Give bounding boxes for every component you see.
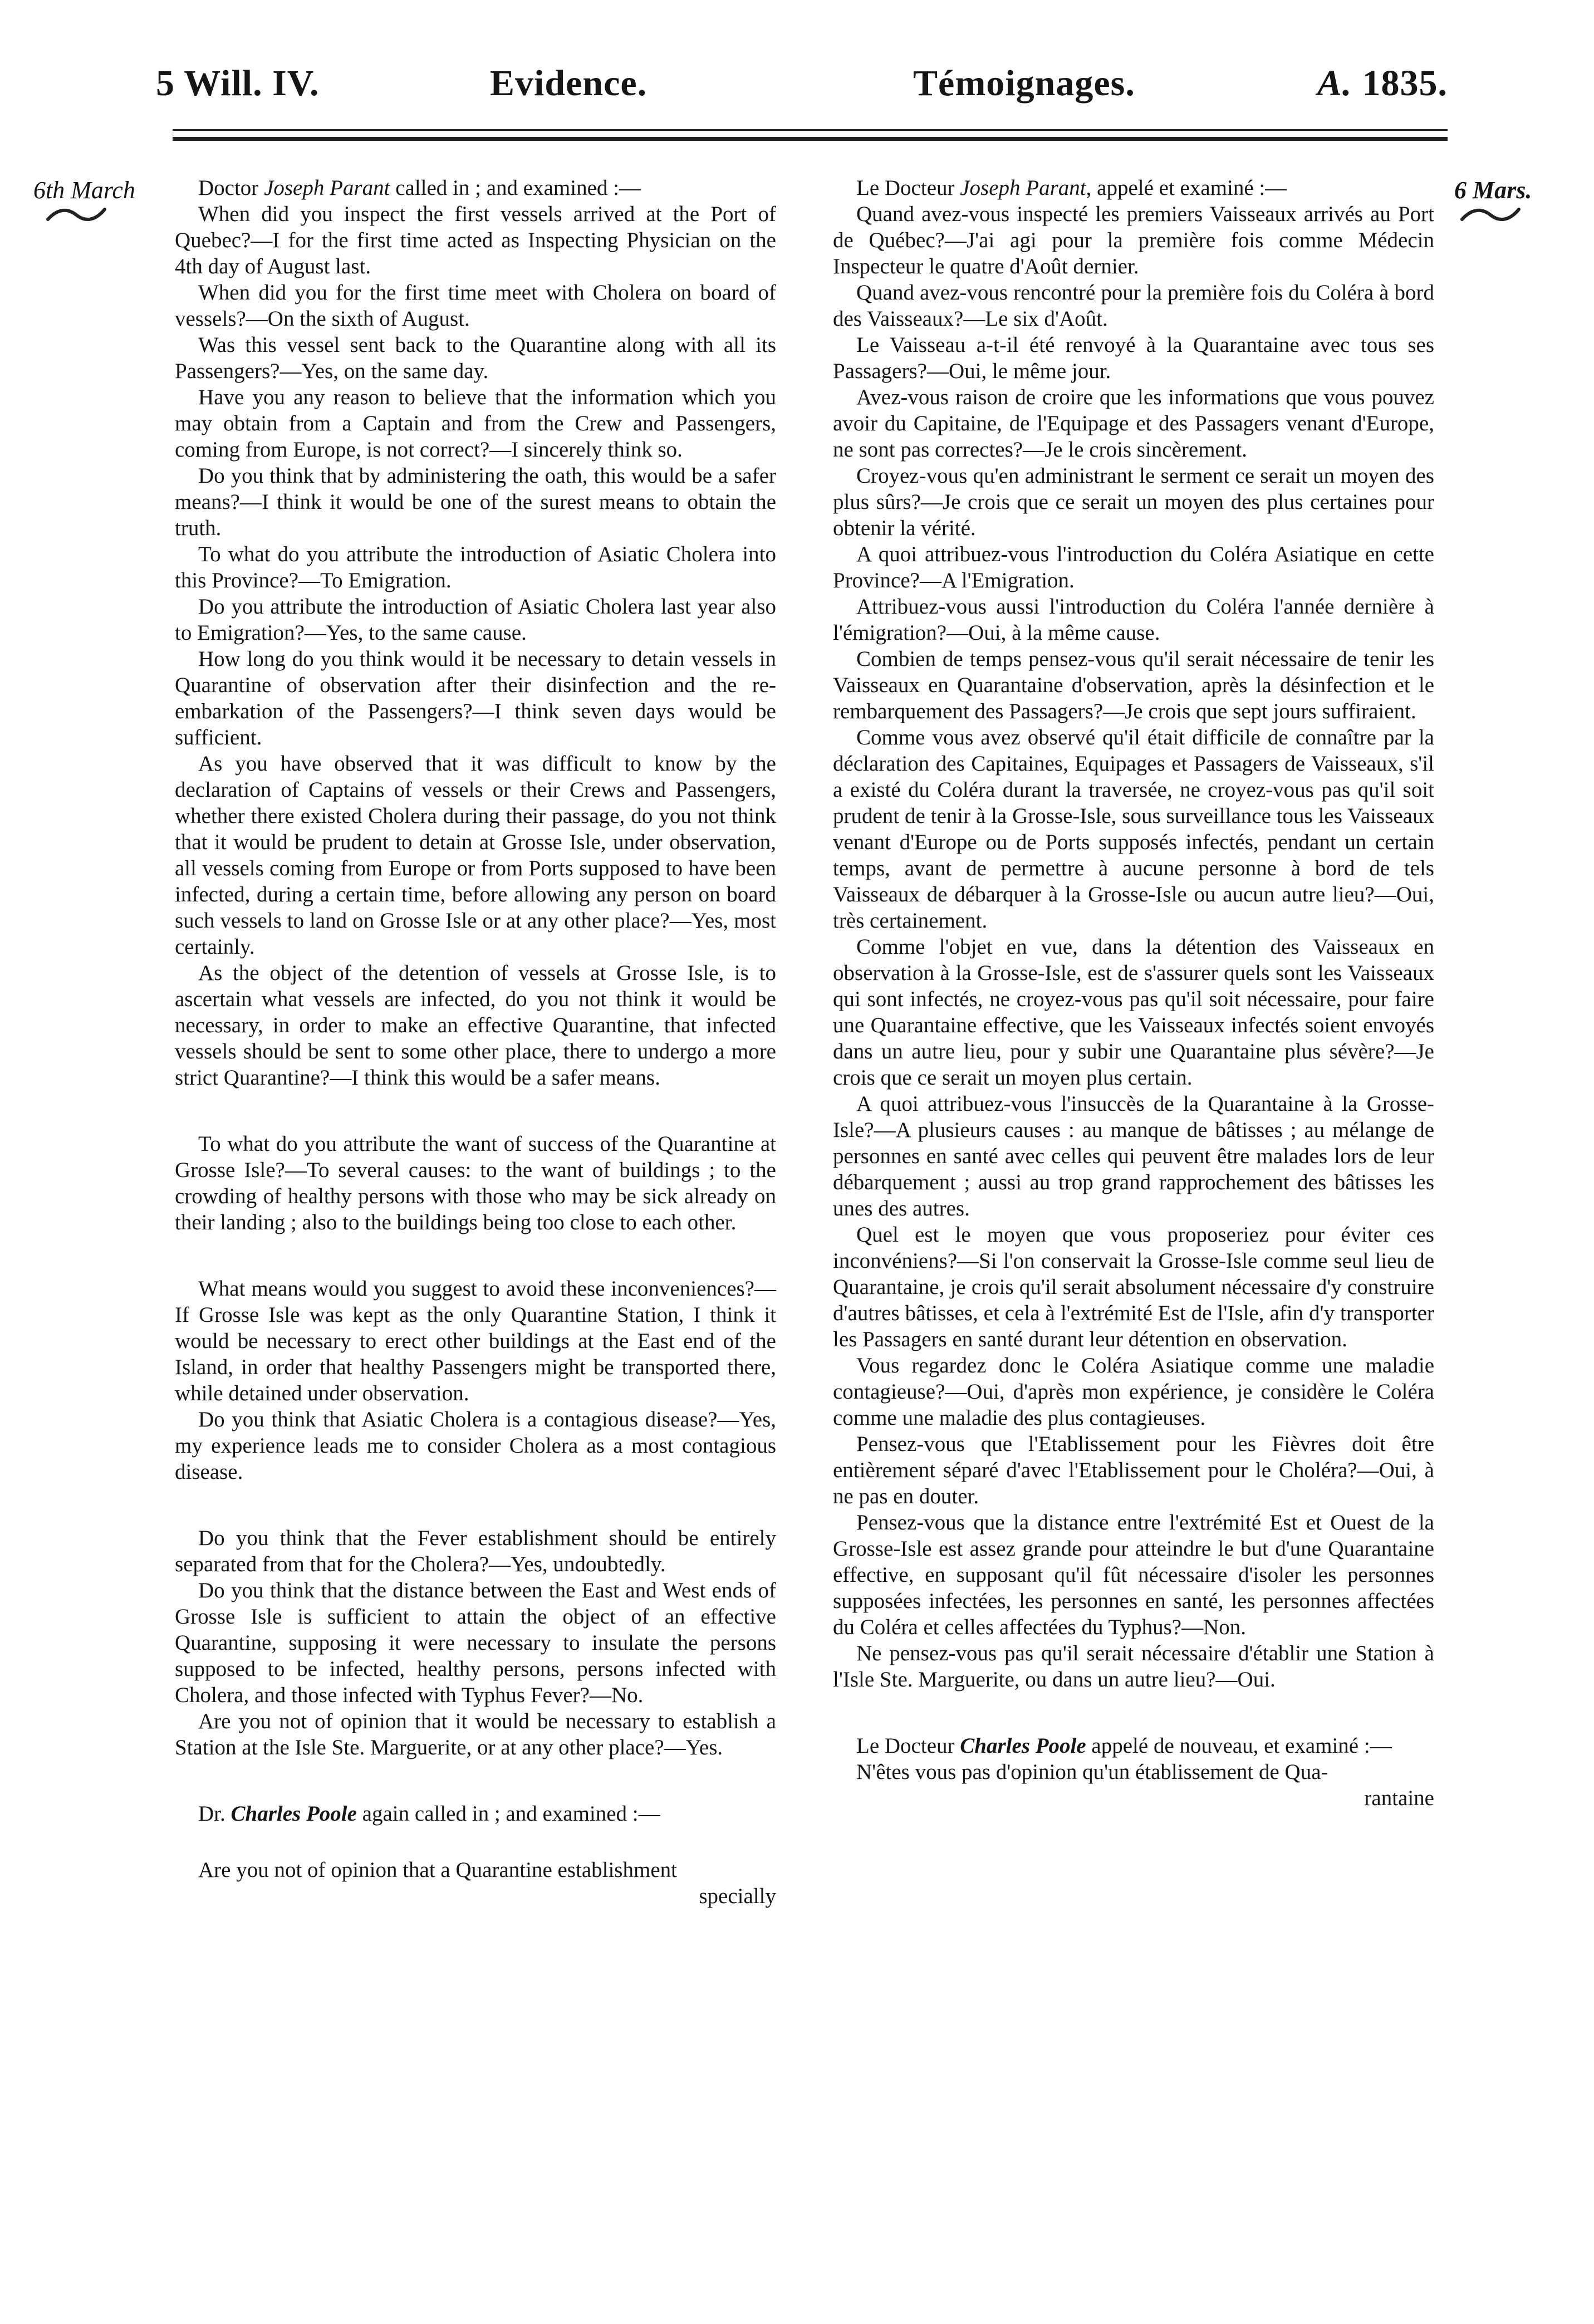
qa-paragraph-fr: Quand avez-vous rencontré pour la première fois du Coléra à bord des Vaisseaux?—Le six d'Août. [833,281,1434,331]
parant-intro-post-fr: , appelé et examiné :— [1086,176,1287,200]
poole-name: Charles Poole [230,1802,357,1826]
qa-paragraph: Do you think that by administering the oath, this would be a safer means?—I think it would be one of the surest means to obtain the truth. [175,464,776,540]
qa-paragraph: To what do you attribute the want of success of the Quarantine at Grosse Isle?—To several causes: to the want of buildings ; to the crowding of healthy persons with those who may be sick already on their landing ; also to the buildings being too close to each other. [175,1132,776,1234]
header-evidence: Evidence. [490,63,648,104]
qa-paragraph: Do you attribute the introduction of Asiatic Cholera last year also to Emigration?—Yes, to the same cause. [175,595,776,645]
parant-intro-pre-fr: Le Docteur [856,176,960,200]
qa-paragraph-fr: Attribuez-vous aussi l'introduction du Coléra l'année dernière à l'émigration?—Oui, à la même cause. [833,595,1434,645]
qa-paragraph-fr: Croyez-vous qu'en administrant le serment ce serait un moyen des plus sûrs?—Je crois que ce serait un moyen des plus certaines pour obtenir la vérité. [833,464,1434,540]
english-column [175,175,776,1909]
poole-question-fr: N'êtes vous pas d'opinion qu'un établissement de Qua- [856,1760,1328,1784]
margin-date-french: 6 Mars. [1454,176,1532,204]
qa-paragraph-fr: Comme vous avez observé qu'il était difficile de connaître par la déclaration des Capitaines, Equipages et Passagers de Vaisseaux, s'il a existé du Coléra durant la traversée, ne croyez-vous pas qu'il soit prudent de tenir à la Grosse-Isle, sous surveillance tous les Vaisseaux venant d'Europe ou de Ports supposés infectés, pendant un certain temps, avant de permettre à aucune personne à bord de tels Vaisseaux de débarquer à la Grosse-Isle ou aucun autre lieu?—Oui, très certainement. [833,725,1434,933]
qa-paragraph: To what do you attribute the introduction of Asiatic Cholera into this Province?—To Emigration. [175,542,776,592]
poole-intro-pre-fr: Le Docteur [856,1734,960,1758]
qa-paragraph: Was this vessel sent back to the Quarantine along with all its Passengers?—Yes, on the same day. [175,333,776,383]
qa-paragraph-fr: Quand avez-vous inspecté les premiers Vaisseaux arrivés au Port de Québec?—J'ai agi pour la première fois comme Médecin Inspecteur le quatre d'Août dernier. [833,202,1434,278]
parant-name: Joseph Parant [264,176,390,200]
french-column [833,175,1434,1811]
running-header [156,62,1448,112]
poole-intro-post: again called in ; and examined :— [356,1802,660,1826]
qa-paragraph-fr: A quoi attribuez-vous l'introduction du Coléra Asiatique en cette Province?—A l'Emigration. [833,542,1434,592]
poole-intro-post-fr: appelé de nouveau, et examiné :— [1086,1734,1392,1758]
qa-paragraph-fr: Pensez-vous que la distance entre l'extrémité Est et Ouest de la Grosse-Isle est assez grande pour atteindre le but d'une Quarantaine effective, en supposant qu'il fût nécessaire d'isoler les personnes supposées infectées, les personnes en santé, les personnes affectées du Coléra et celles affectées du Typhus?—Non. [833,1511,1434,1639]
qa-paragraph-fr: Vous regardez donc le Coléra Asiatique comme une maladie contagieuse?—Oui, d'après mon expérience, je considère le Coléra comme une maladie des plus contagieuses. [833,1354,1434,1430]
header-year [1317,62,1448,105]
header-rule-thick [173,137,1448,141]
catchword: specially [699,1884,776,1908]
header-year-number: 1835. [1362,63,1448,104]
qa-paragraph: Do you think that the Fever establishment should be entirely separated from that for the Cholera?—Yes, undoubtedly. [175,1526,776,1576]
qa-paragraph: Do you think that the distance between the East and West ends of Grosse Isle is sufficient to attain the object of an effective Quarantine, supposing it were necessary to insulate the persons supposed to be infected, healthy persons, persons infected with Cholera, and those infected with Typhus Fever?—No. [175,1578,776,1707]
poole-intro [175,1801,776,1827]
header-year-prefix: A. [1317,63,1352,104]
qa-paragraph: Do you think that Asiatic Cholera is a contagious disease?—Yes, my experience leads me to consider Cholera as a most contagious disease. [175,1408,776,1484]
header-temoignages: Témoignages. [913,63,1135,104]
poole-question: Are you not of opinion that a Quarantine establishment [198,1858,677,1882]
parant-intro-pre: Doctor [198,176,264,200]
qa-paragraph-fr: Pensez-vous que l'Etablissement pour les Fièvres doit être entièrement séparé d'avec l'Etablissement pour le Choléra?—Oui, à ne pas en douter. [833,1432,1434,1508]
header-reign: 5 Will. IV. [156,63,320,104]
qa-paragraph: Are you not of opinion that it would be necessary to establish a Station at the Isle Ste. Marguerite, or at any other place?—Yes. [175,1709,776,1759]
qa-paragraph-fr: Avez-vous raison de croire que les informations que vous pouvez avoir du Capitaine, de l'Equipage et des Passagers venant d'Europe, ne sont pas correctes?—Je le crois sincèrement. [833,385,1434,462]
qa-paragraph-fr: Quel est le moyen que vous proposeriez pour éviter ces inconvéniens?—Si l'on conservait la Grosse-Isle comme seul lieu de Quarantaine, je crois qu'il serait absolument nécessaire d'y construire d'autres bâtisses, et cela à l'extrémité Est de l'Isle, afin d'y transporter les Passagers en santé durant leur détention en observation. [833,1223,1434,1351]
qa-paragraph: How long do you think would it be necessary to detain vessels in Quarantine of observation after their disinfection and the re-embarkation of the Passengers?—I think seven days would be sufficient. [175,647,776,749]
qa-paragraph-fr: A quoi attribuez-vous l'insuccès de la Quarantaine à la Grosse-Isle?—A plusieurs causes : au manque de bâtisses ; au mélange de personnes en santé avec celles qui peuvent être malades lors de leur débarquement ; aussi au trop grand rapprochement des bâtisses les unes des autres. [833,1092,1434,1220]
poole-intro-fr [833,1733,1434,1759]
catchword-fr: rantaine [1364,1786,1434,1810]
qa-paragraph: What means would you suggest to avoid these inconveniences?—If Grosse Isle was kept as the only Quarantine Station, I think it would be necessary to erect other buildings at the East end of the Island, in order that healthy Passengers might be transported there, while detained under observation. [175,1277,776,1405]
qa-paragraph: Have you any reason to believe that the information which you may obtain from a Captain and from the Crew and Passengers, coming from Europe, is not correct?—I sincerely think so. [175,385,776,462]
flourish-ornament-left-icon [46,205,107,224]
qa-paragraph-fr: Combien de temps pensez-vous qu'il serait nécessaire de tenir les Vaisseaux en Quarantaine d'observation, après la désinfection et le rembarquement des Passagers?—Je crois que sept jours suffiraient. [833,647,1434,723]
poole-intro-pre: Dr. [198,1802,231,1826]
qa-paragraph-fr: Le Vaisseau a-t-il été renvoyé à la Quarantaine avec tous ses Passagers?—Oui, le même jour. [833,333,1434,383]
parant-intro [175,175,776,201]
qa-paragraph-fr: Ne pensez-vous pas qu'il serait nécessaire d'établir une Station à l'Isle Ste. Marguerite, ou dans un autre lieu?—Oui. [833,1641,1434,1691]
parant-name-fr: Joseph Parant [960,176,1086,200]
qa-paragraph: When did you for the first time meet with Cholera on board of vessels?—On the sixth of August. [175,281,776,331]
margin-date-english: 6th March [33,176,135,204]
flourish-ornament-right-icon [1460,205,1521,224]
parant-intro-post: called in ; and examined :— [390,176,641,200]
parant-intro-fr [833,175,1434,201]
qa-paragraph: As the object of the detention of vessels at Grosse Isle, is to ascertain what vessels are infected, do you not think it would be necessary, in order to make an effective Quarantine, that infected vessels should be sent to some other place, there to undergo a more strict Quarantine?—I think this would be a safer means. [175,961,776,1090]
qa-paragraph: As you have observed that it was difficult to know by the declaration of Captains of vessels or their Crews and Passengers, whether there existed Cholera during their passage, do you not think that it would be prudent to detain at Grosse Isle, under observation, all vessels coming from Europe or from Ports supposed to have been infected, during a certain time, before allowing any person on board such vessels to land on Grosse Isle or at any other place?—Yes, most certainly. [175,752,776,959]
poole-name-fr: Charles Poole [960,1734,1086,1758]
header-rule-thin [173,129,1448,131]
qa-paragraph: When did you inspect the first vessels arrived at the Port of Quebec?—I for the first time acted as Inspecting Physician on the 4th day of August last. [175,202,776,278]
qa-paragraph-fr: Comme l'objet en vue, dans la détention des Vaisseaux en observation à la Grosse-Isle, est de s'assurer quels sont les Vaisseaux qui sont infectés, ne croyez-vous pas qu'il soit nécessaire, pour faire une Quarantaine effective, que les Vaisseaux infectés soient envoyés dans un autre lieu, pour y subir une Quarantaine plus sévère?—Je crois que ce serait un moyen plus certain. [833,935,1434,1090]
